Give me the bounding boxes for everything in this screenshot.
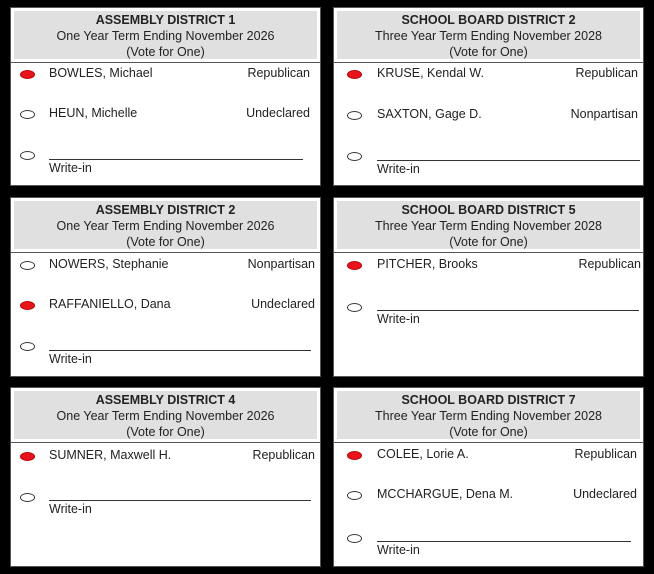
candidate-party: Republican [575,66,638,80]
header-divider [11,442,320,443]
contest-instruction: (Vote for One) [449,425,528,439]
writein-line[interactable] [49,350,311,351]
vote-oval[interactable] [20,261,35,270]
writein-label: Write-in [377,162,420,176]
candidate-row[interactable] [11,448,320,468]
writein-oval[interactable] [20,342,35,351]
header-divider [11,252,320,253]
candidate-party: Nonpartisan [570,107,638,121]
candidate-name: BOWLES, Michael [49,66,153,80]
vote-oval[interactable] [347,111,362,120]
candidate-name: COLEE, Lorie A. [377,447,469,461]
writein-line[interactable] [49,500,311,501]
vote-oval-filled[interactable] [347,261,362,270]
vote-oval-filled[interactable] [20,70,35,79]
contest-title: ASSEMBLY DISTRICT 4 [95,393,236,407]
candidate-row[interactable] [334,107,643,127]
contest-header [14,391,317,439]
writein-label: Write-in [49,352,92,366]
vote-oval[interactable] [347,491,362,500]
contest-title: ASSEMBLY DISTRICT 1 [95,13,236,27]
header-divider [11,62,320,63]
contest-term: One Year Term Ending November 2026 [56,219,275,233]
contest-header [337,391,640,439]
candidate-party: Undeclared [251,297,315,311]
contest-term: Three Year Term Ending November 2028 [375,219,602,233]
vote-oval[interactable] [20,110,35,119]
writein-label: Write-in [49,502,92,516]
candidate-party: Republican [574,447,637,461]
contest-header [14,11,317,59]
candidate-name: RAFFANIELLO, Dana [49,297,171,311]
candidate-name: PITCHER, Brooks [377,257,478,271]
candidate-party: Nonpartisan [247,257,315,271]
candidate-row[interactable] [334,257,643,277]
candidate-row[interactable] [11,257,320,277]
candidate-row[interactable] [11,66,320,86]
candidate-name: HEUN, Michelle [49,106,138,120]
writein-oval[interactable] [347,303,362,312]
vote-oval-filled[interactable] [347,70,362,79]
header-divider [334,62,643,63]
contest-header [337,11,640,59]
header-divider [334,442,643,443]
contest-instruction: (Vote for One) [126,45,205,59]
writein-oval[interactable] [347,534,362,543]
candidate-row[interactable] [11,106,320,126]
writein-oval[interactable] [20,151,35,160]
candidate-name: KRUSE, Kendal W. [377,66,484,80]
vote-oval-filled[interactable] [20,452,35,461]
writein-line[interactable] [377,310,639,311]
candidate-row[interactable] [334,66,643,86]
contest-instruction: (Vote for One) [449,235,528,249]
writein-oval[interactable] [347,152,362,161]
contest-term: Three Year Term Ending November 2028 [375,409,602,423]
contest-assembly-district-2 [10,197,321,377]
candidate-party: Republican [247,66,310,80]
candidate-name: SAXTON, Gage D. [377,107,482,121]
candidate-name: SUMNER, Maxwell H. [49,448,172,462]
candidate-name: NOWERS, Stephanie [49,257,169,271]
candidate-party: Republican [252,448,315,462]
candidate-party: Republican [578,257,641,271]
contest-term: One Year Term Ending November 2026 [56,409,275,423]
vote-oval-filled[interactable] [347,451,362,460]
writein-label: Write-in [49,161,92,175]
contest-term: One Year Term Ending November 2026 [56,29,275,43]
contest-header [14,201,317,249]
contest-term: Three Year Term Ending November 2028 [375,29,602,43]
candidate-row[interactable] [334,487,643,507]
writein-label: Write-in [377,543,420,557]
candidate-party: Undeclared [246,106,310,120]
contest-title: SCHOOL BOARD DISTRICT 2 [401,13,576,27]
contest-title: ASSEMBLY DISTRICT 2 [95,203,236,217]
candidate-party: Undeclared [573,487,637,501]
contest-title: SCHOOL BOARD DISTRICT 5 [401,203,576,217]
contest-school-board-district-2 [333,7,644,186]
candidate-name: MCCHARGUE, Dena M. [377,487,514,501]
contest-title: SCHOOL BOARD DISTRICT 7 [401,393,576,407]
writein-oval[interactable] [20,493,35,502]
writein-line[interactable] [49,159,303,160]
contest-school-board-district-5 [333,197,644,377]
contest-assembly-district-1 [10,7,321,186]
contest-assembly-district-4 [10,387,321,567]
contest-instruction: (Vote for One) [449,45,528,59]
writein-line[interactable] [377,160,640,161]
header-divider [334,252,643,253]
contest-header [337,201,640,249]
candidate-row[interactable] [11,297,320,317]
writein-label: Write-in [377,312,420,326]
contest-school-board-district-7 [333,387,644,567]
writein-line[interactable] [377,541,631,542]
contest-instruction: (Vote for One) [126,425,205,439]
candidate-row[interactable] [334,447,643,467]
contest-instruction: (Vote for One) [126,235,205,249]
vote-oval-filled[interactable] [20,301,35,310]
